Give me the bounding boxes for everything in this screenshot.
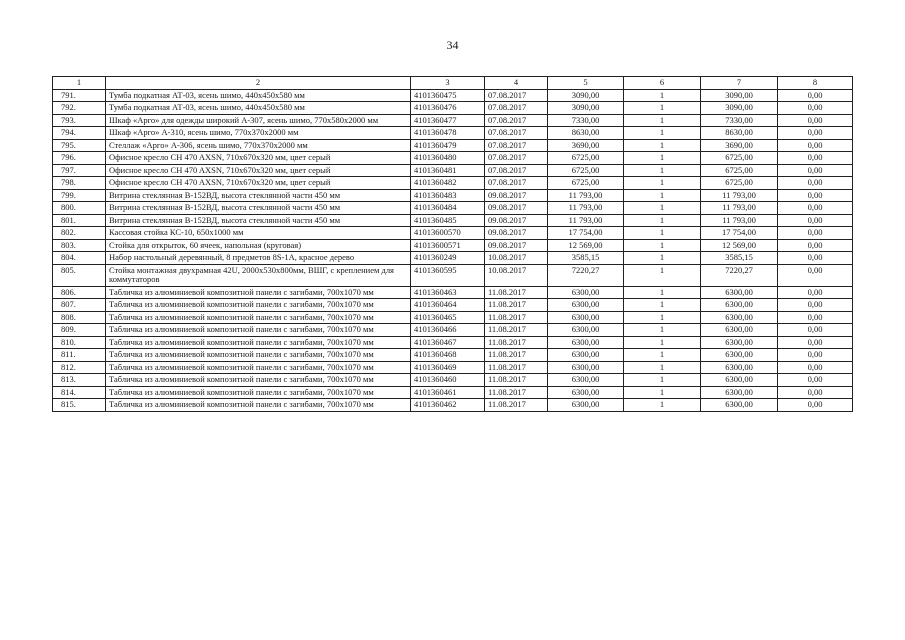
total-cost-cell: 6300,00 xyxy=(701,324,778,337)
item-name-cell: Кассовая стойка КС-10, 650х1000 мм xyxy=(106,227,411,240)
table-row xyxy=(53,336,853,349)
table-row xyxy=(53,252,853,265)
inventory-number-cell: 4101360485 xyxy=(411,214,485,227)
quantity-cell: 1 xyxy=(624,252,701,265)
row-number-cell: 807. xyxy=(53,299,106,312)
unit-price-cell: 3090,00 xyxy=(548,102,624,115)
depreciation-cell: 0,00 xyxy=(778,202,853,215)
table-row xyxy=(53,189,853,202)
item-name-cell: Стеллаж «Арго» А-306, ясень шимо, 770х370х2000 мм xyxy=(106,139,411,152)
row-number-cell: 805. xyxy=(53,264,106,286)
item-name-cell: Витрина стеклянная В-152ВД, высота стеклянной части 450 мм xyxy=(106,214,411,227)
column-header: 8 xyxy=(778,77,853,90)
total-cost-cell: 11 793,00 xyxy=(701,214,778,227)
quantity-cell: 1 xyxy=(624,361,701,374)
total-cost-cell: 12 569,00 xyxy=(701,239,778,252)
table-row xyxy=(53,139,853,152)
table-row xyxy=(53,399,853,412)
row-number-cell: 813. xyxy=(53,374,106,387)
date-cell: 09.08.2017 xyxy=(485,214,548,227)
table-row xyxy=(53,114,853,127)
inventory-number-cell: 4101360481 xyxy=(411,164,485,177)
unit-price-cell: 7220,27 xyxy=(548,264,624,286)
table-row xyxy=(53,299,853,312)
table-row xyxy=(53,311,853,324)
depreciation-cell: 0,00 xyxy=(778,114,853,127)
unit-price-cell: 6300,00 xyxy=(548,324,624,337)
row-number-cell: 795. xyxy=(53,139,106,152)
table-row xyxy=(53,89,853,102)
date-cell: 11.08.2017 xyxy=(485,286,548,299)
total-cost-cell: 6300,00 xyxy=(701,361,778,374)
column-header: 5 xyxy=(548,77,624,90)
table-row xyxy=(53,214,853,227)
unit-price-cell: 6300,00 xyxy=(548,386,624,399)
date-cell: 10.08.2017 xyxy=(485,264,548,286)
quantity-cell: 1 xyxy=(624,164,701,177)
column-header: 2 xyxy=(106,77,411,90)
date-cell: 11.08.2017 xyxy=(485,386,548,399)
unit-price-cell: 11 793,00 xyxy=(548,189,624,202)
inventory-number-cell: 4101360484 xyxy=(411,202,485,215)
total-cost-cell: 8630,00 xyxy=(701,127,778,140)
table-row xyxy=(53,152,853,165)
unit-price-cell: 3090,00 xyxy=(548,89,624,102)
quantity-cell: 1 xyxy=(624,139,701,152)
quantity-cell: 1 xyxy=(624,386,701,399)
table-row xyxy=(53,164,853,177)
date-cell: 11.08.2017 xyxy=(485,311,548,324)
inventory-number-cell: 4101360483 xyxy=(411,189,485,202)
depreciation-cell: 0,00 xyxy=(778,214,853,227)
quantity-cell: 1 xyxy=(624,114,701,127)
item-name-cell: Стойка монтажная двухрамная 42U, 2000х530х800мм, ВШГ, с креплением для коммутаторов xyxy=(106,264,411,286)
table-row xyxy=(53,324,853,337)
table-row xyxy=(53,127,853,140)
date-cell: 11.08.2017 xyxy=(485,324,548,337)
row-number-cell: 803. xyxy=(53,239,106,252)
row-number-cell: 794. xyxy=(53,127,106,140)
row-number-cell: 798. xyxy=(53,177,106,190)
quantity-cell: 1 xyxy=(624,127,701,140)
item-name-cell: Стойка для открыток, 60 ячеек, напольная (круговая) xyxy=(106,239,411,252)
depreciation-cell: 0,00 xyxy=(778,299,853,312)
table-row xyxy=(53,177,853,190)
date-cell: 09.08.2017 xyxy=(485,202,548,215)
depreciation-cell: 0,00 xyxy=(778,336,853,349)
unit-price-cell: 3690,00 xyxy=(548,139,624,152)
total-cost-cell: 3690,00 xyxy=(701,139,778,152)
date-cell: 07.08.2017 xyxy=(485,139,548,152)
unit-price-cell: 6300,00 xyxy=(548,336,624,349)
inventory-number-cell: 4101360479 xyxy=(411,139,485,152)
total-cost-cell: 3090,00 xyxy=(701,89,778,102)
table-row xyxy=(53,264,853,286)
unit-price-cell: 6300,00 xyxy=(548,361,624,374)
quantity-cell: 1 xyxy=(624,374,701,387)
date-cell: 09.08.2017 xyxy=(485,189,548,202)
table-body xyxy=(53,89,853,411)
total-cost-cell: 3090,00 xyxy=(701,102,778,115)
table-row xyxy=(53,286,853,299)
row-number-cell: 809. xyxy=(53,324,106,337)
total-cost-cell: 3585,15 xyxy=(701,252,778,265)
unit-price-cell: 6725,00 xyxy=(548,177,624,190)
inventory-number-cell: 4101360249 xyxy=(411,252,485,265)
unit-price-cell: 6725,00 xyxy=(548,152,624,165)
column-header: 7 xyxy=(701,77,778,90)
date-cell: 07.08.2017 xyxy=(485,177,548,190)
item-name-cell: Витрина стеклянная В-152ВД, высота стеклянной части 450 мм xyxy=(106,189,411,202)
inventory-number-cell: 4101360482 xyxy=(411,177,485,190)
column-header: 1 xyxy=(53,77,106,90)
depreciation-cell: 0,00 xyxy=(778,152,853,165)
inventory-number-cell: 4101360465 xyxy=(411,311,485,324)
item-name-cell: Офисное кресло CH 470 AXSN, 710х670х320 мм, цвет серый xyxy=(106,177,411,190)
item-name-cell: Набор настольный деревянный, 8 предметов 8S-1A, красное дерево xyxy=(106,252,411,265)
table-row xyxy=(53,102,853,115)
total-cost-cell: 6725,00 xyxy=(701,164,778,177)
inventory-number-cell: 4101360469 xyxy=(411,361,485,374)
unit-price-cell: 6300,00 xyxy=(548,399,624,412)
unit-price-cell: 17 754,00 xyxy=(548,227,624,240)
total-cost-cell: 6300,00 xyxy=(701,374,778,387)
quantity-cell: 1 xyxy=(624,89,701,102)
depreciation-cell: 0,00 xyxy=(778,264,853,286)
depreciation-cell: 0,00 xyxy=(778,252,853,265)
depreciation-cell: 0,00 xyxy=(778,239,853,252)
row-number-cell: 797. xyxy=(53,164,106,177)
total-cost-cell: 6300,00 xyxy=(701,299,778,312)
depreciation-cell: 0,00 xyxy=(778,286,853,299)
item-name-cell: Табличка из алюминиевой композитной панели с загибами, 700х1070 мм xyxy=(106,399,411,412)
item-name-cell: Табличка из алюминиевой композитной панели с загибами, 700х1070 мм xyxy=(106,286,411,299)
total-cost-cell: 11 793,00 xyxy=(701,202,778,215)
quantity-cell: 1 xyxy=(624,399,701,412)
quantity-cell: 1 xyxy=(624,336,701,349)
quantity-cell: 1 xyxy=(624,286,701,299)
date-cell: 11.08.2017 xyxy=(485,361,548,374)
unit-price-cell: 6725,00 xyxy=(548,164,624,177)
depreciation-cell: 0,00 xyxy=(778,349,853,362)
depreciation-cell: 0,00 xyxy=(778,127,853,140)
date-cell: 07.08.2017 xyxy=(485,127,548,140)
row-number-cell: 800. xyxy=(53,202,106,215)
page-number: 34 xyxy=(446,38,459,52)
item-name-cell: Табличка из алюминиевой композитной панели с загибами, 700х1070 мм xyxy=(106,349,411,362)
item-name-cell: Табличка из алюминиевой композитной панели с загибами, 700х1070 мм xyxy=(106,299,411,312)
unit-price-cell: 6300,00 xyxy=(548,286,624,299)
inventory-number-cell: 4101360463 xyxy=(411,286,485,299)
inventory-number-cell: 4101360464 xyxy=(411,299,485,312)
unit-price-cell: 12 569,00 xyxy=(548,239,624,252)
quantity-cell: 1 xyxy=(624,299,701,312)
row-number-cell: 791. xyxy=(53,89,106,102)
quantity-cell: 1 xyxy=(624,214,701,227)
table-header-row xyxy=(53,77,853,90)
row-number-cell: 796. xyxy=(53,152,106,165)
date-cell: 09.08.2017 xyxy=(485,227,548,240)
item-name-cell: Витрина стеклянная В-152ВД, высота стеклянной части 450 мм xyxy=(106,202,411,215)
date-cell: 07.08.2017 xyxy=(485,164,548,177)
depreciation-cell: 0,00 xyxy=(778,324,853,337)
table-row xyxy=(53,239,853,252)
table-row xyxy=(53,349,853,362)
date-cell: 10.08.2017 xyxy=(485,252,548,265)
column-header: 3 xyxy=(411,77,485,90)
depreciation-cell: 0,00 xyxy=(778,227,853,240)
total-cost-cell: 6300,00 xyxy=(701,336,778,349)
table-row xyxy=(53,227,853,240)
depreciation-cell: 0,00 xyxy=(778,399,853,412)
depreciation-cell: 0,00 xyxy=(778,374,853,387)
date-cell: 07.08.2017 xyxy=(485,89,548,102)
depreciation-cell: 0,00 xyxy=(778,139,853,152)
depreciation-cell: 0,00 xyxy=(778,102,853,115)
inventory-number-cell: 41013600571 xyxy=(411,239,485,252)
item-name-cell: Табличка из алюминиевой композитной панели с загибами, 700х1070 мм xyxy=(106,311,411,324)
total-cost-cell: 6725,00 xyxy=(701,177,778,190)
inventory-number-cell: 4101360468 xyxy=(411,349,485,362)
total-cost-cell: 6300,00 xyxy=(701,286,778,299)
date-cell: 07.08.2017 xyxy=(485,152,548,165)
row-number-cell: 806. xyxy=(53,286,106,299)
row-number-cell: 793. xyxy=(53,114,106,127)
total-cost-cell: 7220,27 xyxy=(701,264,778,286)
date-cell: 11.08.2017 xyxy=(485,399,548,412)
date-cell: 11.08.2017 xyxy=(485,374,548,387)
column-header: 6 xyxy=(624,77,701,90)
inventory-number-cell: 4101360595 xyxy=(411,264,485,286)
inventory-number-cell: 4101360462 xyxy=(411,399,485,412)
row-number-cell: 801. xyxy=(53,214,106,227)
item-name-cell: Табличка из алюминиевой композитной панели с загибами, 700х1070 мм xyxy=(106,324,411,337)
total-cost-cell: 6300,00 xyxy=(701,399,778,412)
depreciation-cell: 0,00 xyxy=(778,189,853,202)
inventory-number-cell: 4101360467 xyxy=(411,336,485,349)
date-cell: 11.08.2017 xyxy=(485,349,548,362)
unit-price-cell: 6300,00 xyxy=(548,349,624,362)
unit-price-cell: 7330,00 xyxy=(548,114,624,127)
table-row xyxy=(53,202,853,215)
depreciation-cell: 0,00 xyxy=(778,311,853,324)
date-cell: 11.08.2017 xyxy=(485,336,548,349)
quantity-cell: 1 xyxy=(624,239,701,252)
quantity-cell: 1 xyxy=(624,189,701,202)
item-name-cell: Табличка из алюминиевой композитной панели с загибами, 700х1070 мм xyxy=(106,386,411,399)
date-cell: 11.08.2017 xyxy=(485,299,548,312)
total-cost-cell: 6300,00 xyxy=(701,349,778,362)
total-cost-cell: 6300,00 xyxy=(701,386,778,399)
item-name-cell: Табличка из алюминиевой композитной панели с загибами, 700х1070 мм xyxy=(106,336,411,349)
total-cost-cell: 6725,00 xyxy=(701,152,778,165)
depreciation-cell: 0,00 xyxy=(778,164,853,177)
row-number-cell: 799. xyxy=(53,189,106,202)
inventory-number-cell: 4101360477 xyxy=(411,114,485,127)
unit-price-cell: 8630,00 xyxy=(548,127,624,140)
depreciation-cell: 0,00 xyxy=(778,386,853,399)
row-number-cell: 814. xyxy=(53,386,106,399)
quantity-cell: 1 xyxy=(624,227,701,240)
total-cost-cell: 6300,00 xyxy=(701,311,778,324)
total-cost-cell: 11 793,00 xyxy=(701,189,778,202)
quantity-cell: 1 xyxy=(624,177,701,190)
quantity-cell: 1 xyxy=(624,152,701,165)
inventory-number-cell: 4101360466 xyxy=(411,324,485,337)
unit-price-cell: 6300,00 xyxy=(548,311,624,324)
row-number-cell: 810. xyxy=(53,336,106,349)
item-name-cell: Шкаф «Арго» А-310, ясень шимо, 770х370х2000 мм xyxy=(106,127,411,140)
table-row xyxy=(53,386,853,399)
table-row xyxy=(53,361,853,374)
row-number-cell: 811. xyxy=(53,349,106,362)
unit-price-cell: 6300,00 xyxy=(548,374,624,387)
inventory-number-cell: 4101360460 xyxy=(411,374,485,387)
quantity-cell: 1 xyxy=(624,311,701,324)
quantity-cell: 1 xyxy=(624,264,701,286)
depreciation-cell: 0,00 xyxy=(778,177,853,190)
inventory-number-cell: 4101360475 xyxy=(411,89,485,102)
table-row xyxy=(53,374,853,387)
unit-price-cell: 6300,00 xyxy=(548,299,624,312)
row-number-cell: 812. xyxy=(53,361,106,374)
date-cell: 07.08.2017 xyxy=(485,114,548,127)
item-name-cell: Табличка из алюминиевой композитной панели с загибами, 700х1070 мм xyxy=(106,361,411,374)
row-number-cell: 815. xyxy=(53,399,106,412)
unit-price-cell: 3585,15 xyxy=(548,252,624,265)
total-cost-cell: 7330,00 xyxy=(701,114,778,127)
inventory-number-cell: 4101360461 xyxy=(411,386,485,399)
depreciation-cell: 0,00 xyxy=(778,361,853,374)
quantity-cell: 1 xyxy=(624,202,701,215)
inventory-number-cell: 4101360476 xyxy=(411,102,485,115)
item-name-cell: Офисное кресло CH 470 AXSN, 710х670х320 мм, цвет серый xyxy=(106,152,411,165)
depreciation-cell: 0,00 xyxy=(778,89,853,102)
row-number-cell: 808. xyxy=(53,311,106,324)
item-name-cell: Шкаф «Арго» для одежды широкий А-307, ясень шимо, 770х580х2000 мм xyxy=(106,114,411,127)
inventory-table xyxy=(52,76,853,412)
unit-price-cell: 11 793,00 xyxy=(548,214,624,227)
row-number-cell: 792. xyxy=(53,102,106,115)
item-name-cell: Офисное кресло CH 470 AXSN, 710х670х320 мм, цвет серый xyxy=(106,164,411,177)
date-cell: 07.08.2017 xyxy=(485,102,548,115)
row-number-cell: 802. xyxy=(53,227,106,240)
row-number-cell: 804. xyxy=(53,252,106,265)
unit-price-cell: 11 793,00 xyxy=(548,202,624,215)
date-cell: 09.08.2017 xyxy=(485,239,548,252)
quantity-cell: 1 xyxy=(624,349,701,362)
total-cost-cell: 17 754,00 xyxy=(701,227,778,240)
inventory-number-cell: 4101360478 xyxy=(411,127,485,140)
item-name-cell: Тумба подкатная АТ-03, ясень шимо, 440х450х580 мм xyxy=(106,102,411,115)
column-header: 4 xyxy=(485,77,548,90)
item-name-cell: Табличка из алюминиевой композитной панели с загибами, 700х1070 мм xyxy=(106,374,411,387)
quantity-cell: 1 xyxy=(624,102,701,115)
inventory-number-cell: 41013600570 xyxy=(411,227,485,240)
item-name-cell: Тумба подкатная АТ-03, ясень шимо, 440х450х580 мм xyxy=(106,89,411,102)
inventory-number-cell: 4101360480 xyxy=(411,152,485,165)
quantity-cell: 1 xyxy=(624,324,701,337)
